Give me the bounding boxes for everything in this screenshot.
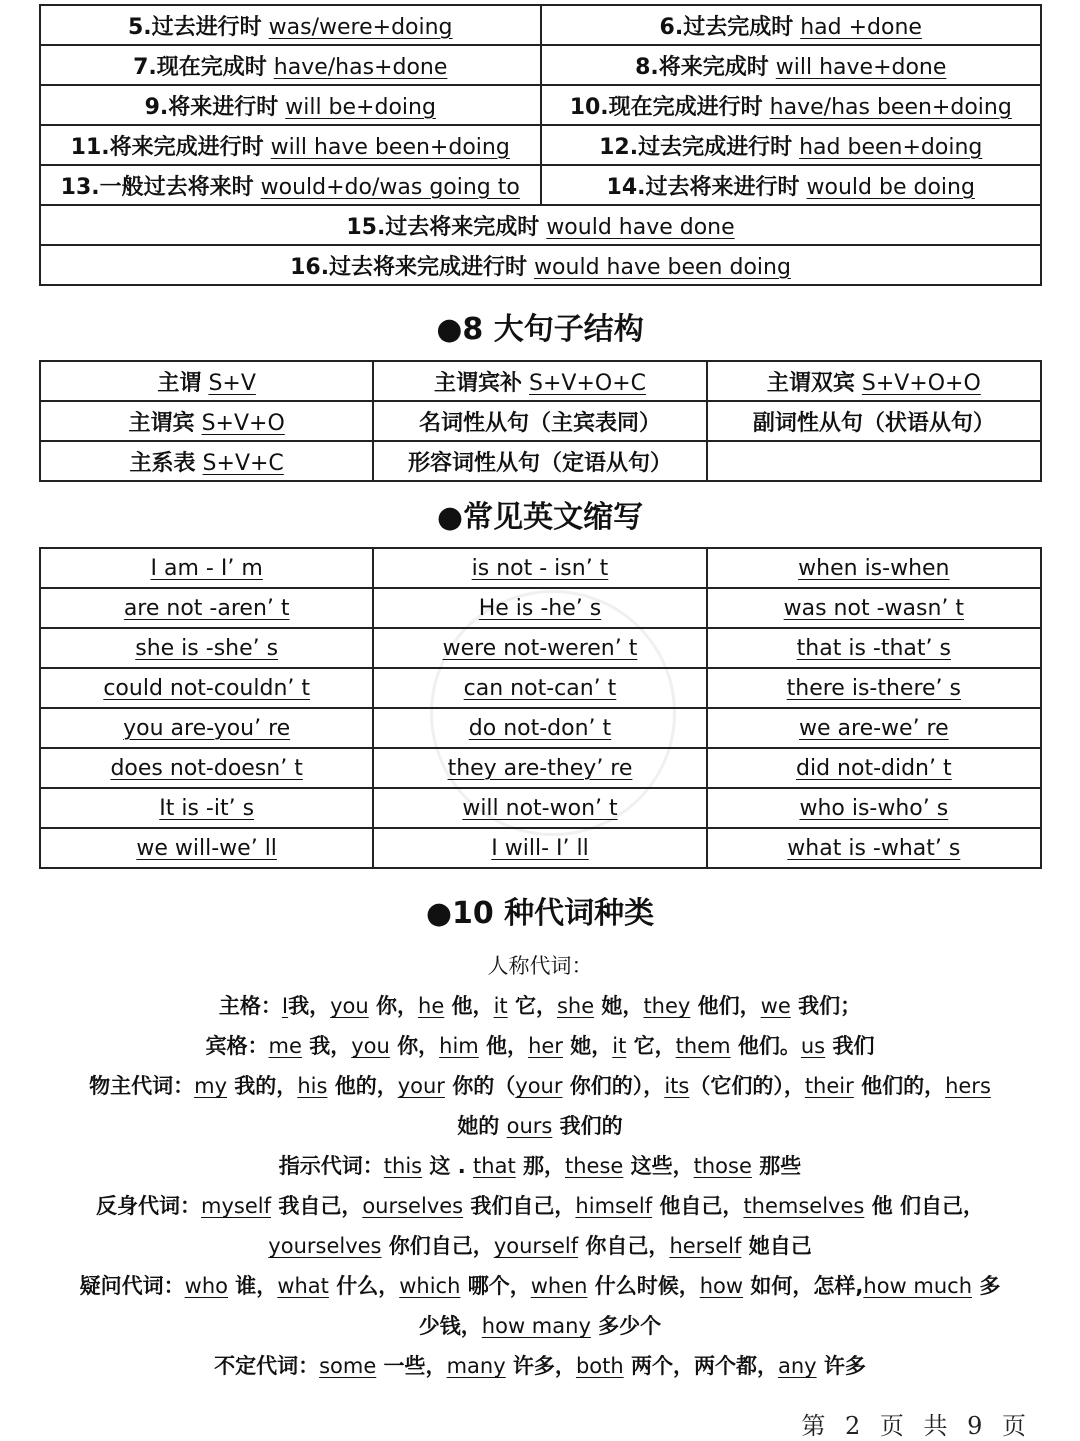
pronoun-word: its [664, 1074, 690, 1098]
table-row [40, 165, 1041, 205]
pronoun-line [40, 1066, 1040, 1106]
pronoun-word: themselves [743, 1194, 865, 1218]
abbr-text: are not -aren’ t [123, 595, 290, 621]
tense-cell [40, 125, 541, 165]
pronoun-word: your [515, 1074, 563, 1098]
abbreviation-body [40, 548, 1041, 868]
pronoun-word: yourself [493, 1234, 579, 1258]
cell-label: 主谓宾 [128, 410, 195, 436]
pronoun-word: himself [575, 1194, 653, 1218]
pronoun-section [40, 946, 1040, 1386]
pronoun-line [40, 1306, 1040, 1346]
abbr-cell [707, 548, 1041, 588]
abbr-text: when is-when [798, 555, 950, 581]
pronoun-gloss: 他们， [690, 994, 761, 1018]
abbr-text: there is-there’ s [786, 675, 961, 701]
table-row [40, 401, 1041, 441]
sentence-cell [707, 401, 1041, 441]
table-row [40, 628, 1041, 668]
pronoun-gloss: 你， [389, 1034, 440, 1058]
pronoun-gloss: 指示代词： [278, 1154, 384, 1178]
pronoun-word: how much [863, 1274, 973, 1298]
pronoun-gloss: （它们的）， [689, 1074, 805, 1098]
cell-formula: had +done [800, 14, 922, 40]
cell-formula: would be doing [806, 174, 975, 200]
abbr-text: that is -that’ s [796, 635, 951, 661]
pronoun-word: she [556, 994, 595, 1018]
pronoun-gloss: 我们的 [552, 1114, 623, 1138]
sentence-structure-table [39, 360, 1042, 482]
cell-formula: would have been doing [534, 254, 791, 280]
pronoun-subtitle: 人称代词： [487, 954, 593, 978]
pronoun-gloss: 他， [478, 1034, 529, 1058]
pronoun-word: they [643, 994, 691, 1018]
pronoun-gloss: 他们。 [730, 1034, 801, 1058]
sentence-structure-heading: ●8 大句子结构 [436, 312, 644, 347]
pronoun-word: when [530, 1274, 588, 1298]
cell-formula: S+V+O [201, 410, 285, 436]
tense-cell [40, 245, 1041, 285]
abbr-text: were not-weren’ t [442, 635, 638, 661]
pronoun-line [40, 1346, 1040, 1386]
table-row [40, 45, 1041, 85]
pronoun-word: his [297, 1074, 328, 1098]
abbr-text: It is -it’ s [159, 795, 255, 821]
pronoun-word: what [277, 1274, 329, 1298]
table-row [40, 441, 1041, 481]
pronoun-gloss: 你自己， [578, 1234, 670, 1258]
pronoun-word: him [439, 1034, 479, 1058]
tense-cell [541, 125, 1042, 165]
abbreviation-table [39, 547, 1042, 869]
abbr-text: does not-doesn’ t [110, 755, 303, 781]
pronoun-line [40, 1146, 1040, 1186]
abbr-cell [707, 588, 1041, 628]
pronoun-gloss: 什么时候， [587, 1274, 700, 1298]
abbr-cell [40, 788, 373, 828]
abbr-cell [40, 548, 373, 588]
pronoun-word: he [418, 994, 445, 1018]
abbr-cell [373, 548, 706, 588]
abbr-text: I am - I’ m [150, 555, 263, 581]
table-row [40, 788, 1041, 828]
abbreviation-heading: ●常见英文缩写 [436, 500, 644, 535]
tense-cell [541, 165, 1042, 205]
table-row [40, 361, 1041, 401]
pronoun-gloss: 它， [507, 994, 557, 1018]
pronoun-word: us [800, 1034, 826, 1058]
abbr-cell [373, 788, 706, 828]
pronoun-word: that [473, 1154, 516, 1178]
abbr-cell [373, 588, 706, 628]
pronoun-word: you [351, 1034, 390, 1058]
cell-formula: have/has been+doing [769, 94, 1012, 120]
abbr-text: what is -what’ s [787, 835, 961, 861]
abbr-text: was not -wasn’ t [783, 595, 965, 621]
pronoun-gloss: 那， [515, 1154, 565, 1178]
pronoun-gloss: 这 . [422, 1154, 474, 1178]
pronoun-heading: ●10 种代词种类 [425, 896, 655, 931]
page-footer: 第 2 页 共 9 页 [801, 1412, 1032, 1440]
pronoun-gloss: 许多， [505, 1354, 576, 1378]
cell-label: 16.过去将来完成进行时 [290, 254, 528, 280]
pronoun-gloss: 宾格： [205, 1034, 269, 1058]
pronoun-line [40, 1226, 1040, 1266]
pronoun-word: me [268, 1034, 302, 1058]
abbr-text: I will- I’ ll [491, 835, 589, 861]
abbr-cell [40, 708, 373, 748]
cell-label: 副词性从句（状语从句） [752, 410, 995, 436]
table-row [40, 748, 1041, 788]
pronoun-line [40, 986, 1040, 1026]
pronoun-gloss: 他 们自己， [864, 1194, 984, 1218]
pronoun-gloss: 他， [444, 994, 494, 1018]
cell-label: 10.现在完成进行时 [569, 94, 763, 120]
pronoun-gloss: 她自己 [741, 1234, 812, 1258]
cell-formula: S+V+C [202, 450, 284, 476]
cell-label: 11.将来完成进行时 [70, 134, 264, 160]
pronoun-word: hers [945, 1074, 991, 1098]
pronoun-word: it [493, 994, 508, 1018]
pronoun-word: how [699, 1274, 744, 1298]
abbr-text: He is -he’ s [478, 595, 602, 621]
cell-label: 15.过去将来完成时 [346, 214, 540, 240]
pronoun-word: how many [481, 1314, 591, 1338]
abbr-cell [373, 668, 706, 708]
tense-cell [40, 85, 541, 125]
cell-formula: S+V+O+C [529, 370, 646, 396]
abbr-text: they are-they’ re [447, 755, 633, 781]
pronoun-gloss: 多少个 [590, 1314, 662, 1338]
cell-label: 主系表 [129, 450, 196, 476]
abbr-cell [707, 788, 1041, 828]
abbr-cell [40, 628, 373, 668]
sentence-cell [40, 361, 373, 401]
pronoun-gloss: 他们的， [853, 1074, 946, 1098]
cell-label: 14.过去将来进行时 [606, 174, 800, 200]
pronoun-gloss: 你们自己， [381, 1234, 494, 1258]
cell-label: 7.现在完成时 [133, 54, 267, 80]
cell-label: 主谓宾补 [433, 370, 522, 396]
pronoun-gloss: 我们自己， [463, 1194, 576, 1218]
abbr-cell [40, 588, 373, 628]
sentence-cell [373, 401, 706, 441]
abbr-cell [373, 628, 706, 668]
pronoun-word: my [194, 1074, 227, 1098]
abbr-text: is not - isn’ t [471, 555, 609, 581]
tense-cell [541, 45, 1042, 85]
cell-formula: would have done [546, 214, 735, 240]
tense-cell [541, 85, 1042, 125]
abbr-text: we are-we’ re [799, 715, 949, 741]
pronoun-gloss: 物主代词： [89, 1074, 195, 1098]
abbr-text: will not-won’ t [462, 795, 618, 821]
abbr-cell [707, 828, 1041, 868]
tense-cell [40, 5, 541, 45]
cell-label: 8.将来完成时 [635, 54, 769, 80]
pronoun-line [40, 1186, 1040, 1226]
pronoun-word: these [565, 1154, 624, 1178]
cell-label: 9.将来进行时 [144, 94, 279, 120]
table-row [40, 548, 1041, 588]
abbr-cell [40, 828, 373, 868]
pronoun-word: some [319, 1354, 377, 1378]
tense-table-body [40, 5, 1041, 285]
pronoun-word: I [281, 994, 289, 1018]
pronoun-gloss: 如何，怎样, [743, 1274, 864, 1298]
cell-formula: S+V [208, 370, 256, 396]
sentence-cell [373, 361, 706, 401]
pronoun-word: yourselves [268, 1234, 382, 1258]
cell-formula: was/were+doing [268, 14, 453, 40]
pronoun-gloss: 他自己， [652, 1194, 744, 1218]
pronoun-gloss: 疑问代词： [79, 1274, 185, 1298]
pronoun-word: ours [506, 1114, 553, 1138]
abbr-cell [373, 708, 706, 748]
pronoun-word: your [397, 1074, 445, 1098]
abbr-text: could not-couldn’ t [103, 675, 310, 701]
cell-label: 6.过去完成时 [659, 14, 794, 40]
cell-label: 12.过去完成进行时 [599, 134, 793, 160]
cell-formula: will have been+doing [270, 134, 510, 160]
pronoun-word: which [399, 1274, 461, 1298]
sentence-cell [40, 401, 373, 441]
pronoun-gloss: 那些 [751, 1154, 802, 1178]
pronoun-gloss: 她的 [457, 1114, 507, 1138]
pronoun-gloss: 我们； [790, 994, 862, 1018]
cell-label: 5.过去进行时 [127, 14, 262, 40]
abbr-text: we will-we’ ll [136, 835, 277, 861]
abbr-cell [707, 668, 1041, 708]
abbr-cell [40, 748, 373, 788]
cell-label: 名词性从句（主宾表同） [418, 410, 661, 436]
abbr-cell [707, 748, 1041, 788]
pronoun-gloss: 我的， [227, 1074, 298, 1098]
sentence-cell [707, 361, 1041, 401]
pronoun-word: both [575, 1354, 624, 1378]
pronoun-gloss: 他的， [327, 1074, 398, 1098]
table-row [40, 828, 1041, 868]
pronoun-word: those [693, 1154, 752, 1178]
pronoun-gloss: 不定代词： [214, 1354, 320, 1378]
tense-table [39, 4, 1042, 286]
sentence-cell [707, 441, 1041, 481]
cell-formula: had been+doing [799, 134, 983, 160]
tense-cell [40, 45, 541, 85]
pronoun-line [40, 1266, 1040, 1306]
pronoun-gloss: 我， [288, 994, 331, 1018]
pronoun-word: it [612, 1034, 627, 1058]
abbr-cell [373, 748, 706, 788]
table-row [40, 85, 1041, 125]
pronoun-word: any [777, 1354, 817, 1378]
pronoun-gloss: 什么， [328, 1274, 400, 1298]
pronoun-word: ourselves [362, 1194, 464, 1218]
abbr-text: do not-don’ t [468, 715, 612, 741]
cell-formula: will have+done [775, 54, 947, 80]
pronoun-gloss: 你们的）， [562, 1074, 665, 1098]
cell-label: 主谓 [157, 370, 202, 396]
abbr-text: who is-who’ s [799, 795, 949, 821]
pronoun-gloss: 你， [368, 994, 419, 1018]
abbr-text: she is -she’ s [135, 635, 279, 661]
pronoun-gloss: 我自己， [271, 1194, 363, 1218]
tense-cell [40, 205, 1041, 245]
pronoun-word: this [383, 1154, 423, 1178]
abbr-text: you are-you’ re [123, 715, 291, 741]
cell-formula: would+do/was going to [260, 174, 520, 200]
pronoun-word: we [760, 994, 791, 1018]
table-row [40, 5, 1041, 45]
pronoun-gloss: 它， [626, 1034, 676, 1058]
pronoun-word: many [446, 1354, 506, 1378]
pronoun-lines [40, 986, 1040, 1386]
pronoun-word: their [804, 1074, 854, 1098]
cell-label: 主谓双宾 [766, 370, 855, 396]
cell-label: 形容词性从句（定语从句） [407, 450, 672, 476]
pronoun-gloss: 反身代词： [96, 1194, 202, 1218]
cell-label: 13.一般过去将来时 [60, 174, 254, 200]
abbr-cell [373, 828, 706, 868]
sentence-cell [40, 441, 373, 481]
pronoun-gloss: 你的（ [444, 1074, 516, 1098]
cell-formula: have/has+done [273, 54, 448, 80]
pronoun-word: them [675, 1034, 731, 1058]
pronoun-word: you [330, 994, 369, 1018]
pronoun-gloss: 我们 [825, 1034, 875, 1058]
pronoun-word: herself [669, 1234, 742, 1258]
cell-formula: will be+doing [285, 94, 436, 120]
pronoun-gloss: 许多 [816, 1354, 866, 1378]
pronoun-word: myself [201, 1194, 272, 1218]
pronoun-gloss: 主格： [218, 994, 282, 1018]
abbr-cell [40, 668, 373, 708]
pronoun-line [40, 1106, 1040, 1146]
table-row [40, 125, 1041, 165]
abbr-text: did not-didn’ t [796, 755, 952, 781]
pronoun-gloss: 一些， [376, 1354, 447, 1378]
pronoun-gloss: 这些， [623, 1154, 694, 1178]
pronoun-gloss: 她， [562, 1034, 613, 1058]
pronoun-gloss: 谁， [228, 1274, 278, 1298]
pronoun-word: her [528, 1034, 563, 1058]
pronoun-gloss: 我， [301, 1034, 352, 1058]
table-row [40, 588, 1041, 628]
pronoun-line [40, 1026, 1040, 1066]
table-row [40, 708, 1041, 748]
table-row [40, 205, 1041, 245]
cell-formula: S+V+O+O [861, 370, 981, 396]
pronoun-gloss: 两个，两个都， [623, 1354, 778, 1378]
sentence-structure-body [40, 361, 1041, 481]
tense-cell [40, 165, 541, 205]
sentence-cell [373, 441, 706, 481]
pronoun-gloss: 她， [594, 994, 644, 1018]
abbr-text: can not-can’ t [463, 675, 617, 701]
tense-cell [541, 5, 1042, 45]
pronoun-gloss: 多 [972, 1274, 1001, 1298]
table-row [40, 245, 1041, 285]
table-row [40, 668, 1041, 708]
pronoun-gloss: 哪个， [460, 1274, 531, 1298]
pronoun-word: who [184, 1274, 228, 1298]
pronoun-gloss: 少钱， [418, 1314, 482, 1338]
abbr-cell [707, 708, 1041, 748]
abbr-cell [707, 628, 1041, 668]
